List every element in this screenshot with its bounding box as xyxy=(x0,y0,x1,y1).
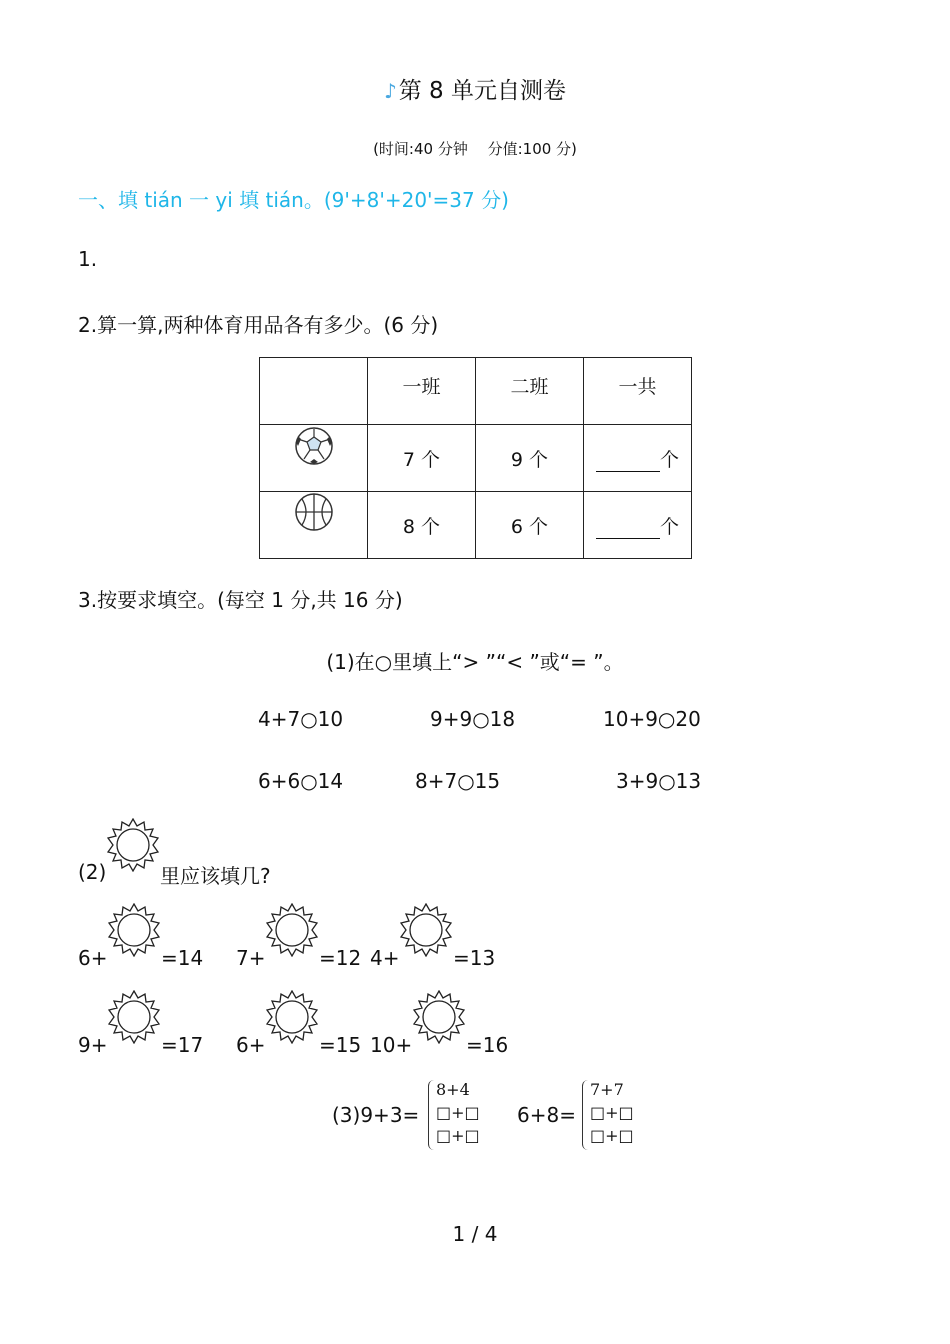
class1-count: 7 个 xyxy=(368,425,476,492)
sun-eq-pre: 9+ xyxy=(78,1033,108,1057)
sun-eq-post: =12 xyxy=(319,946,362,970)
music-note-icon: ♪ xyxy=(383,79,397,103)
sun-eq-post: =15 xyxy=(319,1033,362,1057)
basketball-cell xyxy=(260,492,368,559)
header-cell xyxy=(260,358,368,425)
basketball-icon xyxy=(294,492,334,532)
sun-answer-icon[interactable] xyxy=(399,903,453,957)
split-option[interactable]: □+□ xyxy=(436,1103,480,1122)
sun-eq-pre: 4+ xyxy=(370,946,400,970)
football-cell xyxy=(260,425,368,492)
total-cell: 个 xyxy=(584,492,692,559)
part2-prefix: (2) xyxy=(78,860,107,884)
part3-equation-a: (3)9+3= xyxy=(332,1103,420,1127)
answer-blank[interactable] xyxy=(596,451,660,472)
part3-equation-b: 6+8= xyxy=(517,1103,576,1127)
compare-item[interactable]: 8+7○15 xyxy=(415,769,501,793)
split-option: 8+4 xyxy=(436,1080,470,1099)
split-option: 7+7 xyxy=(590,1080,624,1099)
sun-answer-icon[interactable] xyxy=(107,903,161,957)
section-heading: 一、填 tián 一 yi 填 tián。(9'+8'+20'=37 分) xyxy=(78,188,509,212)
compare-item[interactable]: 6+6○14 xyxy=(258,769,344,793)
split-option[interactable]: □+□ xyxy=(590,1126,634,1145)
sun-eq-pre: 7+ xyxy=(236,946,266,970)
header-cell: 一共 xyxy=(584,358,692,425)
football-icon xyxy=(294,426,334,466)
split-option[interactable]: □+□ xyxy=(436,1126,480,1145)
class2-count: 9 个 xyxy=(476,425,584,492)
exam-meta: (时间:40 分钟 分值:100 分) xyxy=(373,140,577,158)
sun-answer-icon[interactable] xyxy=(107,990,161,1044)
brace xyxy=(428,1080,435,1150)
header-cell: 二班 xyxy=(476,358,584,425)
class2-count: 6 个 xyxy=(476,492,584,559)
sun-eq-post: =13 xyxy=(453,946,496,970)
header-cell: 一班 xyxy=(368,358,476,425)
sun-eq-post: =16 xyxy=(466,1033,509,1057)
total-cell: 个 xyxy=(584,425,692,492)
sun-answer-icon[interactable] xyxy=(265,903,319,957)
class1-count: 8 个 xyxy=(368,492,476,559)
answer-blank[interactable] xyxy=(596,518,660,539)
question-2-prompt: 2.算一算,两种体育用品各有多少。(6 分) xyxy=(78,313,439,337)
table-header-row xyxy=(260,358,692,425)
compare-item[interactable]: 10+9○20 xyxy=(603,707,701,731)
sun-answer-icon[interactable] xyxy=(265,990,319,1044)
brace xyxy=(582,1080,589,1150)
table-row xyxy=(260,492,692,559)
question-3-prompt: 3.按要求填空。(每空 1 分,共 16 分) xyxy=(78,588,403,612)
page-title: ♪第 8 单元自测卷 xyxy=(383,78,567,104)
part1-title: (1)在○里填上“> ”“< ”或“= ”。 xyxy=(326,650,624,674)
sports-table xyxy=(259,357,692,559)
split-option[interactable]: □+□ xyxy=(590,1103,634,1122)
compare-item[interactable]: 4+7○10 xyxy=(258,707,344,731)
sun-eq-post: =17 xyxy=(161,1033,204,1057)
part2-suffix: 里应该填几? xyxy=(160,864,271,888)
sun-eq-pre: 10+ xyxy=(370,1033,413,1057)
question-1: 1. xyxy=(78,247,98,271)
page-number: 1 / 4 xyxy=(452,1222,498,1246)
sun-eq-pre: 6+ xyxy=(78,946,108,970)
sun-eq-pre: 6+ xyxy=(236,1033,266,1057)
sun-icon xyxy=(106,818,160,872)
compare-item[interactable]: 9+9○18 xyxy=(430,707,516,731)
sun-eq-post: =14 xyxy=(161,946,204,970)
table-row xyxy=(260,425,692,492)
sun-answer-icon[interactable] xyxy=(412,990,466,1044)
compare-item[interactable]: 3+9○13 xyxy=(616,769,702,793)
